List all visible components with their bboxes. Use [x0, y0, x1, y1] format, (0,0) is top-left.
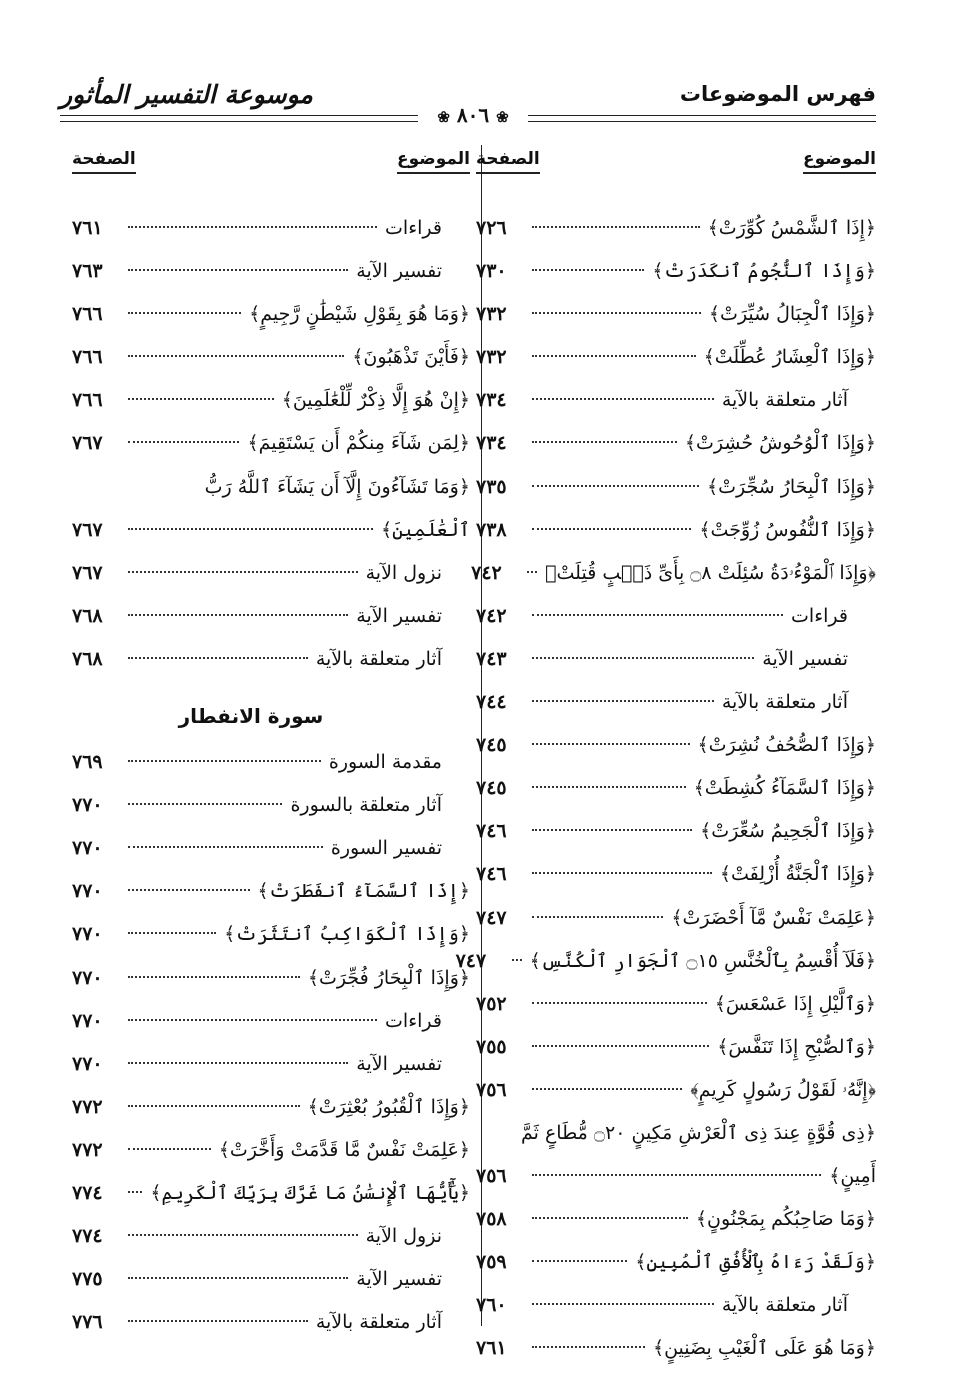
index-entry: [476, 983, 876, 1026]
leader-dots: [532, 614, 783, 616]
leader-dots: [532, 1217, 688, 1219]
entry-title: تفسير الآية: [356, 1268, 442, 1291]
leader-dots: [532, 398, 714, 400]
index-entry: [72, 784, 470, 827]
leader-dots: [128, 760, 321, 762]
index-entry: [72, 870, 470, 913]
entry-title: ﴿وَإِذَا ٱلنُّجُومُ ٱنكَدَرَتْ﴾: [652, 260, 876, 283]
entry-page: ٧٧٥: [72, 1268, 103, 1291]
entry-title: ﴿إِنْ هُوَ إِلَّا ذِكْرٌ لِّلْعَٰلَمِينَ﴾: [281, 389, 470, 412]
topic-heading: الموضوع: [397, 149, 470, 174]
entry-page: ٧٦٠: [476, 1294, 507, 1317]
index-entry: [471, 552, 876, 595]
entry-title: نزول الآية: [365, 561, 442, 584]
leader-dots: [532, 1002, 707, 1004]
entry-page: ٧٥٩: [476, 1251, 507, 1274]
index-entry: [476, 681, 876, 724]
entry-title: ﴿وَإِذَا ٱلْوُحُوشُ حُشِرَتْ﴾: [684, 432, 876, 455]
entry-title: ﴿وَإِذَا ٱلْجَحِيمُ سُعِّرَتْ﴾: [700, 820, 876, 843]
entry-page: ٧٥٥: [476, 1035, 507, 1058]
index-entry: [72, 552, 470, 595]
leader-dots: [532, 1045, 709, 1047]
entry-page: ٧٢٦: [476, 217, 507, 239]
index-entry: [72, 1000, 470, 1043]
index-entry: [476, 1112, 876, 1155]
entry-page: ٧٣٤: [476, 432, 507, 455]
entry-page: ٧٣٥: [476, 475, 507, 498]
index-entry: [72, 913, 470, 956]
leader-dots: [128, 1148, 211, 1150]
leader-dots: [532, 1303, 714, 1305]
entry-page: ٧٣٠: [476, 260, 507, 283]
leader-dots: [532, 226, 700, 228]
index-entry: [455, 940, 876, 983]
leader-dots: [532, 1346, 645, 1348]
entry-page: ٧٤٦: [476, 863, 507, 886]
leader-dots: [512, 959, 522, 961]
entry-title: قراءات: [385, 1009, 442, 1032]
leader-dots: [532, 355, 696, 357]
entry-title: آثار متعلقة بالآية: [721, 691, 848, 714]
index-entry: [476, 853, 876, 896]
leader-dots: [532, 441, 677, 443]
entry-title: مقدمة السورة: [328, 751, 442, 774]
leader-dots: [128, 269, 348, 271]
entry-title: ٱلْعَٰلَمِينَ﴾: [380, 518, 470, 541]
leader-dots: [532, 1088, 682, 1090]
entry-title: قراءات: [791, 604, 848, 627]
leader-dots: [128, 976, 300, 978]
leader-dots: [128, 355, 344, 357]
index-entry: [72, 595, 470, 638]
entry-page: ٧٧٠: [72, 794, 103, 817]
index-entry: [476, 293, 876, 336]
entry-page: ٧٤٢: [471, 561, 502, 584]
index-title: فهرس الموضوعات: [679, 82, 876, 106]
entry-page: ٧٣٢: [476, 346, 507, 369]
index-entry: [476, 767, 876, 810]
entry-page: ٧٦١: [476, 1337, 507, 1360]
entry-page: ٧٧٠: [72, 1052, 103, 1075]
entry-page: ٧٥٦: [476, 1165, 507, 1188]
leader-dots: [128, 1019, 377, 1021]
leader-dots: [532, 312, 701, 314]
index-entry: [72, 250, 470, 293]
entry-title: ﴿وَإِذَا ٱلنُّفُوسُ زُوِّجَتْ﴾: [699, 518, 876, 541]
entry-page: ٧٥٦: [476, 1078, 507, 1101]
entry-page: ٧٤٣: [476, 647, 507, 670]
entry-title: ﴿وَإِذَا ٱلْمَوْءُۥدَةُ سُئِلَتْ ۝٨ بِأَىِّ ذَنۢبٍ قُتِلَتْ﴾: [545, 561, 876, 584]
index-entry: [476, 422, 876, 465]
entry-page: ٧٦٦: [72, 389, 103, 412]
entry-page: ٧٧٠: [72, 880, 103, 903]
leader-dots: [128, 657, 308, 659]
leader-dots: [527, 571, 537, 573]
entry-title: تفسير الآية: [356, 1052, 442, 1075]
index-entry: [72, 379, 470, 422]
leader-dots: [532, 916, 663, 918]
leader-dots: [128, 889, 250, 891]
left-column-header: [72, 145, 470, 183]
entry-page: ٧٦٧: [72, 518, 103, 541]
entry-page: ٧٥٢: [476, 992, 507, 1015]
entry-title: ﴿عَلِمَتْ نَفْسٌ مَّآ أَحْضَرَتْ﴾: [671, 906, 876, 929]
leader-dots: [128, 528, 373, 530]
leader-dots: [532, 1174, 821, 1176]
entry-page: ٧٧٢: [72, 1095, 103, 1118]
entry-title: أَمِينٍ﴾: [829, 1165, 876, 1188]
entry-page: ٧٣٢: [476, 303, 507, 326]
entry-title: ﴿فَأَيْنَ تَذْهَبُونَ﴾: [352, 346, 470, 369]
index-entry: [476, 1026, 876, 1069]
leader-dots: [128, 226, 377, 228]
entry-title: ﴿وَإِذَا ٱلْعِشَارُ عُطِّلَتْ﴾: [703, 346, 876, 369]
entry-page: ٧٦٧: [72, 432, 103, 455]
entry-page: ٧٤٧: [476, 906, 507, 929]
leader-dots: [532, 743, 690, 745]
entry-title: آثار متعلقة بالسورة: [290, 794, 442, 817]
entry-page: ٧٦٦: [72, 303, 103, 326]
entry-page: ٧٧٠: [72, 1009, 103, 1032]
index-entry: [476, 897, 876, 940]
index-entry: [72, 638, 470, 681]
index-entry: [476, 810, 876, 853]
entry-page: ٧٧٦: [72, 1311, 103, 1334]
entry-page: ٧٣٤: [476, 389, 507, 412]
leader-dots: [128, 1191, 142, 1193]
index-entry: [476, 1241, 876, 1284]
entry-title: ﴿لِمَن شَآءَ مِنكُمْ أَن يَسْتَقِيمَ﴾: [247, 432, 470, 455]
leader-dots: [128, 398, 274, 400]
entry-page: ٧٦١: [72, 217, 103, 239]
entry-title: ﴿عَلِمَتْ نَفْسٌ مَّا قَدَّمَتْ وَأَخَّرَتْ﴾: [218, 1138, 470, 1161]
right-column-header: [476, 145, 876, 183]
index-entry: [72, 957, 470, 1000]
index-entry: [72, 1215, 470, 1258]
entry-title: ﴿يَٰٓأَيُّهَا ٱلْإِنسَٰنُ مَا غَرَّكَ بِرَبِّكَ ٱلْكَرِيمِ﴾: [150, 1181, 470, 1204]
entry-page: ٧٧٠: [72, 837, 103, 860]
page-number-box: [418, 103, 528, 127]
index-entry: [72, 207, 470, 250]
entry-title: آثار متعلقة بالآية: [721, 1294, 848, 1317]
leader-dots: [532, 700, 714, 702]
entry-title: ﴿فَلَآ أُقْسِمُ بِٱلْخُنَّسِ ۝١٥ ٱلْجَوَارِ ٱلْكُنَّسِ﴾: [529, 949, 876, 972]
index-entry: [476, 1069, 876, 1112]
index-entry: [72, 293, 470, 336]
index-entry: [72, 1258, 470, 1301]
page-heading: الصفحة: [72, 149, 136, 174]
entry-page: ٧٦٣: [72, 260, 103, 283]
leader-dots: [128, 441, 239, 443]
leader-dots: [532, 786, 686, 788]
index-entry: [476, 1284, 876, 1327]
ornament-right-icon: ❀: [496, 108, 509, 126]
entry-title: آثار متعلقة بالآية: [315, 647, 442, 670]
index-entry: [476, 1155, 876, 1198]
index-entry: [476, 466, 876, 509]
entry-title: ﴿وَإِذَا ٱلْبِحَارُ فُجِّرَتْ﴾: [307, 966, 470, 989]
entry-title: قراءات: [385, 217, 442, 239]
entry-title: تفسير السورة: [330, 837, 442, 860]
index-entry: [476, 207, 876, 250]
index-entry: [476, 1198, 876, 1241]
index-entry: [476, 509, 876, 552]
entry-title: ﴿ذِى قُوَّةٍ عِندَ ذِى ٱلْعَرْشِ مَكِينٍ ۝٢٠ مُّطَاعٍ ثَمَّ: [520, 1121, 876, 1144]
surah-heading: [72, 681, 470, 741]
entry-page: ٧٧٤: [72, 1181, 103, 1204]
series-title: موسوعة التفسير المأثور: [60, 80, 313, 109]
entry-title: تفسير الآية: [762, 647, 848, 670]
entry-page: ٧٦٨: [72, 647, 103, 670]
entry-page: ٧٦٨: [72, 604, 103, 627]
leader-dots: [128, 312, 241, 314]
leader-dots: [128, 1277, 348, 1279]
entry-title: تفسير الآية: [356, 260, 442, 283]
index-entry: [72, 1129, 470, 1172]
entry-title: ﴿وَإِذَا ٱلْقُبُورُ بُعْثِرَتْ﴾: [307, 1095, 470, 1118]
entry-title: ﴿وَمَا صَاحِبُكُم بِمَجْنُونٍ﴾: [695, 1208, 876, 1231]
page-heading: الصفحة: [476, 149, 540, 174]
entry-title: ﴿وَإِذَا ٱلْجَنَّةُ أُزْلِفَتْ﴾: [719, 863, 876, 886]
entry-page: ٧٤٥: [476, 734, 507, 757]
entry-title: ﴿وَٱلَّيْلِ إِذَا عَسْعَسَ﴾: [714, 992, 876, 1015]
entry-page: ٧٧٠: [72, 923, 103, 946]
leader-dots: [128, 1062, 348, 1064]
leader-dots: [532, 528, 691, 530]
leader-dots: [128, 846, 323, 848]
index-entry: [72, 422, 470, 465]
right-column: [455, 145, 876, 1371]
index-entry: [72, 1043, 470, 1086]
leader-dots: [532, 1260, 627, 1262]
index-entry: [476, 379, 876, 422]
right-entry-list: [455, 207, 876, 1371]
leader-dots: [128, 1234, 358, 1236]
index-entry: [72, 1172, 470, 1215]
index-entry: [476, 595, 876, 638]
left-entry-list: [72, 207, 470, 1344]
entry-title: ﴿وَإِذَا ٱلْجِبَالُ سُيِّرَتْ﴾: [708, 303, 876, 326]
entry-page: ٧٦٧: [72, 561, 103, 584]
entry-title: ﴿وَمَا تَشَآءُونَ إِلَّآ أَن يَشَآءَ ٱللَّهُ رَبُّ: [204, 475, 470, 498]
entry-page: ٧٧٠: [72, 966, 103, 989]
leader-dots: [532, 872, 712, 874]
entry-title: ﴿إِذَا ٱلشَّمْسُ كُوِّرَتْ﴾: [707, 217, 876, 239]
entry-page: ٧٦٦: [72, 346, 103, 369]
entry-title: تفسير الآية: [356, 604, 442, 627]
entry-title: ﴿وَمَا هُوَ بِقَوْلِ شَيْطَٰنٍ رَّجِيمٍ﴾: [249, 303, 470, 326]
index-entry: [72, 1301, 470, 1344]
left-column: [72, 145, 470, 1344]
entry-title: ﴿وَإِذَا ٱلْبِحَارُ سُجِّرَتْ﴾: [707, 475, 876, 498]
entry-title: ﴿وَإِذَا ٱلصُّحُفُ نُشِرَتْ﴾: [697, 734, 876, 757]
index-entry: [476, 250, 876, 293]
index-entry: [72, 1086, 470, 1129]
index-entry: [72, 466, 470, 509]
leader-dots: [128, 614, 348, 616]
entry-page: ٧٧٤: [72, 1225, 103, 1248]
entry-page: ٧٤٥: [476, 777, 507, 800]
entry-title: ﴿وَمَا هُوَ عَلَى ٱلْغَيْبِ بِضَنِينٍ﴾: [652, 1337, 876, 1360]
leader-dots: [128, 1320, 308, 1322]
entry-title: آثار متعلقة بالآية: [721, 389, 848, 412]
leader-dots: [128, 1105, 300, 1107]
leader-dots: [128, 803, 282, 805]
index-entry: [476, 638, 876, 681]
leader-dots: [532, 829, 692, 831]
index-entry: [476, 336, 876, 379]
entry-page: ٧٥٨: [476, 1208, 507, 1231]
leader-dots: [532, 269, 644, 271]
entry-title: ﴿وَإِذَا ٱلْكَوَاكِبُ ٱنتَثَرَتْ﴾: [224, 923, 470, 946]
entry-page: ٧٣٨: [476, 518, 507, 541]
leader-dots: [128, 932, 216, 934]
entry-title: ﴿وَٱلصُّبْحِ إِذَا تَنَفَّسَ﴾: [717, 1035, 876, 1058]
topic-heading: الموضوع: [803, 149, 876, 174]
entry-page: ٧٤٤: [476, 691, 507, 714]
ornament-left-icon: ❀: [437, 108, 450, 126]
entry-title: ﴿وَإِذَا ٱلسَّمَآءُ كُشِطَتْ﴾: [693, 777, 876, 800]
entry-title: ﴿إِنَّهُۥ لَقَوْلُ رَسُولٍ كَرِيمٍ﴾: [690, 1078, 876, 1101]
index-entry: [72, 827, 470, 870]
entry-title: آثار متعلقة بالآية: [315, 1311, 442, 1334]
page-number: ٨٠٦: [456, 103, 490, 127]
entry-title: نزول الآية: [365, 1225, 442, 1248]
entry-page: ٧٦٩: [72, 751, 103, 774]
entry-page: ٧٤٧: [455, 949, 487, 972]
index-entry: [72, 509, 470, 552]
index-entry: [476, 1327, 876, 1370]
entry-title: ﴿وَلَقَدْ رَءَاهُ بِٱلْأُفُقِ ٱلْمُبِينِ﴾: [635, 1251, 876, 1274]
leader-dots: [128, 571, 358, 573]
surah-heading-text: سورة الانفطار: [178, 704, 324, 729]
leader-dots: [532, 657, 754, 659]
leader-dots: [532, 485, 699, 487]
entry-page: ٧٧٢: [72, 1138, 103, 1161]
index-entry: [72, 336, 470, 379]
index-entry: [476, 724, 876, 767]
entry-title: ﴿إِذَا ٱلسَّمَآءُ ٱنفَطَرَتْ﴾: [257, 880, 470, 903]
entry-page: ٧٤٢: [476, 604, 507, 627]
entry-page: ٧٤٦: [476, 820, 507, 843]
